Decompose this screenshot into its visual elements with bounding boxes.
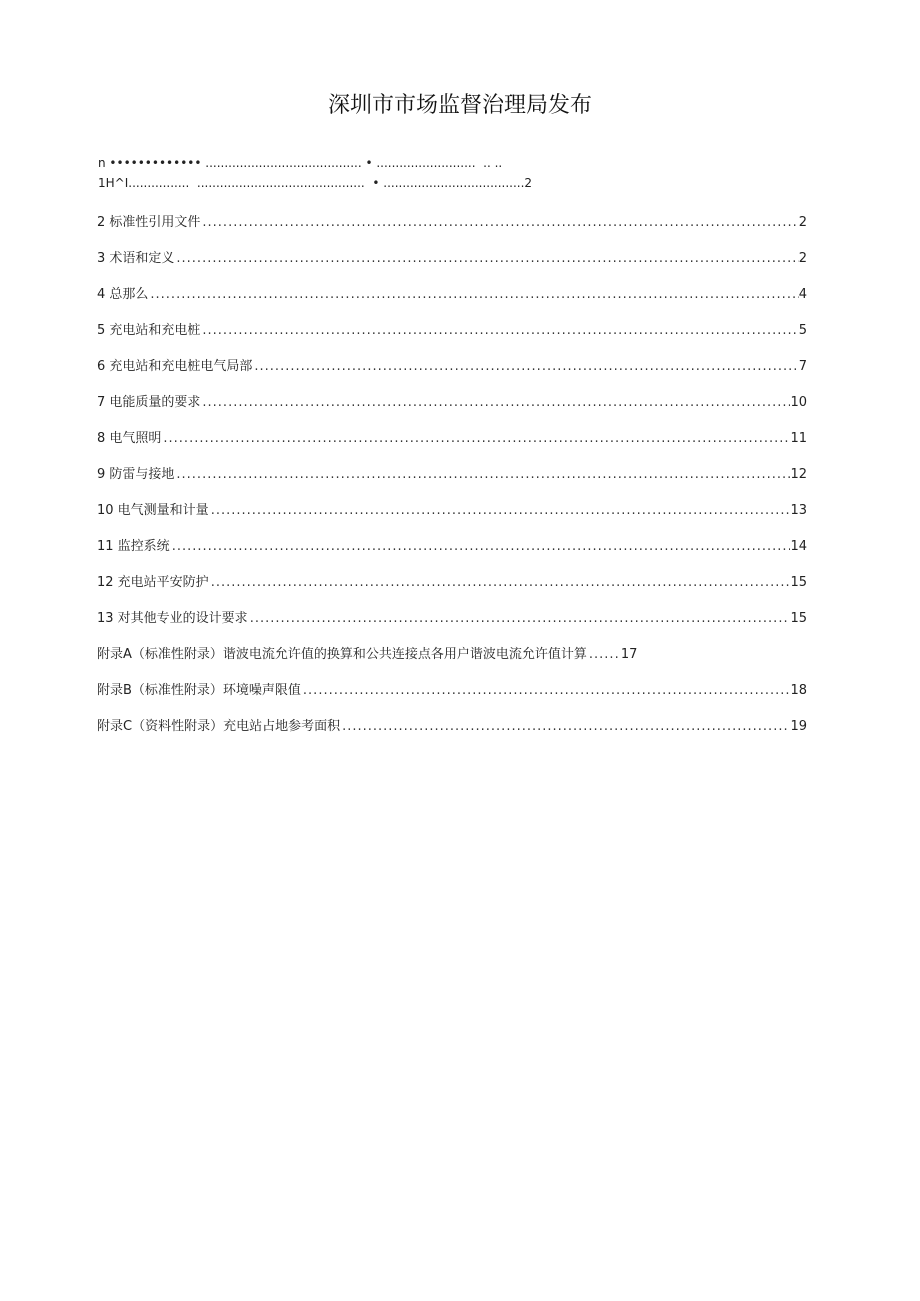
toc-leader-dots xyxy=(209,503,791,518)
toc-entry-label: 8 电气照明 xyxy=(97,431,162,446)
toc-entry-page: 13 xyxy=(790,503,807,518)
toc-leader-dots xyxy=(587,647,621,662)
toc-entry-garbled-1: n ••••••••••••• ......................................... • .......................... .. .. xyxy=(98,156,503,170)
toc-leader-dots xyxy=(170,539,791,554)
toc-entry-label: 7 电能质量的要求 xyxy=(97,395,201,410)
toc-entry-label: 附录C（资料性附录）充电站占地参考面积 xyxy=(97,719,341,734)
toc-leader-dots xyxy=(161,431,790,446)
toc-leader-dots xyxy=(301,683,791,698)
toc-entry-label: 附录A（标准性附录）谐波电流允许值的换算和公共连接点各用户谐波电流允许值计算 xyxy=(97,647,587,662)
toc-entry-label: 6 充电站和充电桩电气局部 xyxy=(97,359,253,374)
toc-leader-dots xyxy=(209,575,791,590)
toc-entry-page: 11 xyxy=(790,431,807,446)
toc-entry-label: 2 标准性引用文件 xyxy=(97,215,201,230)
toc-entry-page: 5 xyxy=(798,323,807,338)
toc-leader-dots xyxy=(200,215,798,230)
toc-entry-page: 2 xyxy=(798,251,807,266)
toc-entry-page: 15 xyxy=(790,575,807,590)
toc-leader-dots xyxy=(200,323,798,338)
toc-entry-label: 9 防雷与接地 xyxy=(97,467,175,482)
toc-entry[interactable] xyxy=(97,391,807,427)
toc-entry[interactable] xyxy=(97,427,807,463)
toc-entry-label: 13 对其他专业的设计要求 xyxy=(97,611,248,626)
toc-entry-page: 19 xyxy=(790,719,807,734)
toc-entry[interactable] xyxy=(97,211,807,247)
toc-entry[interactable] xyxy=(97,355,807,391)
toc-entry-page: 10 xyxy=(790,395,807,410)
toc-entry-garbled-2: 1H^I................ ............................................ • .....................................2 xyxy=(98,176,533,190)
toc-entry-page: 4 xyxy=(798,287,807,302)
toc-leader-dots xyxy=(148,287,798,302)
toc-entry[interactable] xyxy=(97,283,807,319)
toc-entry-page: 15 xyxy=(790,611,807,626)
toc-entry[interactable] xyxy=(97,319,807,355)
toc-entry-label: 12 充电站平安防护 xyxy=(97,575,209,590)
toc-entry[interactable] xyxy=(97,571,807,607)
toc-entry-label: 10 电气测量和计量 xyxy=(97,503,209,518)
toc-entry-page: 2 xyxy=(798,215,807,230)
toc-entry-page: 7 xyxy=(798,359,807,374)
toc-entry-page: 14 xyxy=(790,539,807,554)
toc-entry-page: 12 xyxy=(790,467,807,482)
toc-entry-page: 17 xyxy=(620,647,638,662)
toc-entry[interactable] xyxy=(97,715,807,751)
toc-entry[interactable] xyxy=(97,247,807,283)
page-title: 深圳市市场监督治理局发布 xyxy=(327,93,592,118)
toc-leader-dots xyxy=(252,359,798,374)
toc-entry-label: 5 充电站和充电桩 xyxy=(97,323,201,338)
toc-entry[interactable] xyxy=(97,607,807,643)
toc-entry[interactable] xyxy=(97,679,807,715)
toc-entry-label: 4 总那么 xyxy=(97,287,149,302)
toc-entry[interactable] xyxy=(97,463,807,499)
toc-leader-dots xyxy=(174,467,790,482)
toc-leader-dots xyxy=(174,251,798,266)
toc-leader-dots xyxy=(248,611,791,626)
table-of-contents xyxy=(97,211,807,751)
toc-entry[interactable] xyxy=(97,499,807,535)
toc-entry-label: 附录B（标准性附录）环境噪声限值 xyxy=(97,683,301,698)
toc-entry[interactable] xyxy=(97,643,807,679)
toc-entry[interactable] xyxy=(97,535,807,571)
toc-entry-label: 11 监控系统 xyxy=(97,539,170,554)
toc-entry-label: 3 术语和定义 xyxy=(97,251,175,266)
toc-leader-dots xyxy=(200,395,790,410)
toc-entry-page: 18 xyxy=(790,683,807,698)
toc-leader-dots xyxy=(340,719,790,734)
